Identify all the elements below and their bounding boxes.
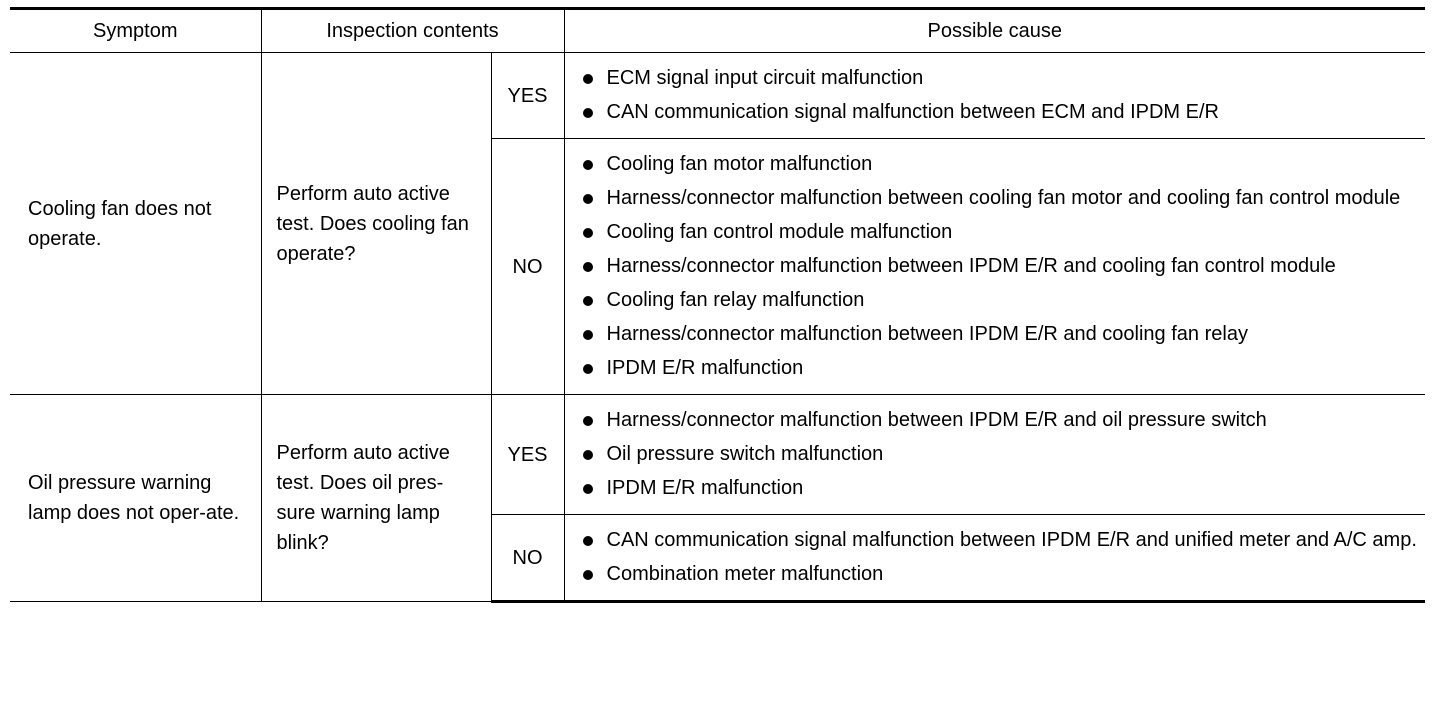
symptom-cell: Oil pressure warning lamp does not oper-ate. — [10, 395, 261, 602]
list-item: Harness/connector malfunction between IPDM E/R and oil pressure switch — [583, 405, 1418, 435]
cause-cell — [564, 395, 1425, 515]
header-inspection: Inspection contents — [261, 9, 564, 53]
header-cause: Possible cause — [564, 9, 1425, 53]
cause-list — [583, 525, 1418, 589]
list-item: Cooling fan relay malfunction — [583, 285, 1418, 315]
cause-list — [583, 405, 1418, 503]
table-row — [10, 53, 1425, 139]
list-item: CAN communication signal malfunction between IPDM E/R and unified meter and A/C amp. — [583, 525, 1418, 555]
list-item: Harness/connector malfunction between cooling fan motor and cooling fan control module — [583, 183, 1418, 213]
result-no: NO — [491, 515, 564, 602]
cause-cell — [564, 515, 1425, 602]
list-item: Combination meter malfunction — [583, 559, 1418, 589]
list-item: Harness/connector malfunction between IPDM E/R and cooling fan control module — [583, 251, 1418, 281]
cause-cell — [564, 139, 1425, 395]
list-item: Cooling fan motor malfunction — [583, 149, 1418, 179]
result-no: NO — [491, 139, 564, 395]
cause-list — [583, 63, 1418, 127]
list-item: CAN communication signal malfunction between ECM and IPDM E/R — [583, 97, 1418, 127]
inspection-cell: Perform auto active test. Does oil pres-sure warning lamp blink? — [261, 395, 491, 602]
header-symptom: Symptom — [10, 9, 261, 53]
list-item: IPDM E/R malfunction — [583, 353, 1418, 383]
header-row — [10, 9, 1425, 53]
symptom-cell: Cooling fan does not operate. — [10, 53, 261, 395]
inspection-cell: Perform auto active test. Does cooling fan operate? — [261, 53, 491, 395]
table-row — [10, 395, 1425, 515]
list-item: ECM signal input circuit malfunction — [583, 63, 1418, 93]
list-item: Cooling fan control module malfunction — [583, 217, 1418, 247]
cause-list — [583, 149, 1418, 383]
cause-cell — [564, 53, 1425, 139]
list-item: Harness/connector malfunction between IPDM E/R and cooling fan relay — [583, 319, 1418, 349]
result-yes: YES — [491, 395, 564, 515]
list-item: Oil pressure switch malfunction — [583, 439, 1418, 469]
diagnosis-table — [10, 7, 1425, 603]
result-yes: YES — [491, 53, 564, 139]
list-item: IPDM E/R malfunction — [583, 473, 1418, 503]
